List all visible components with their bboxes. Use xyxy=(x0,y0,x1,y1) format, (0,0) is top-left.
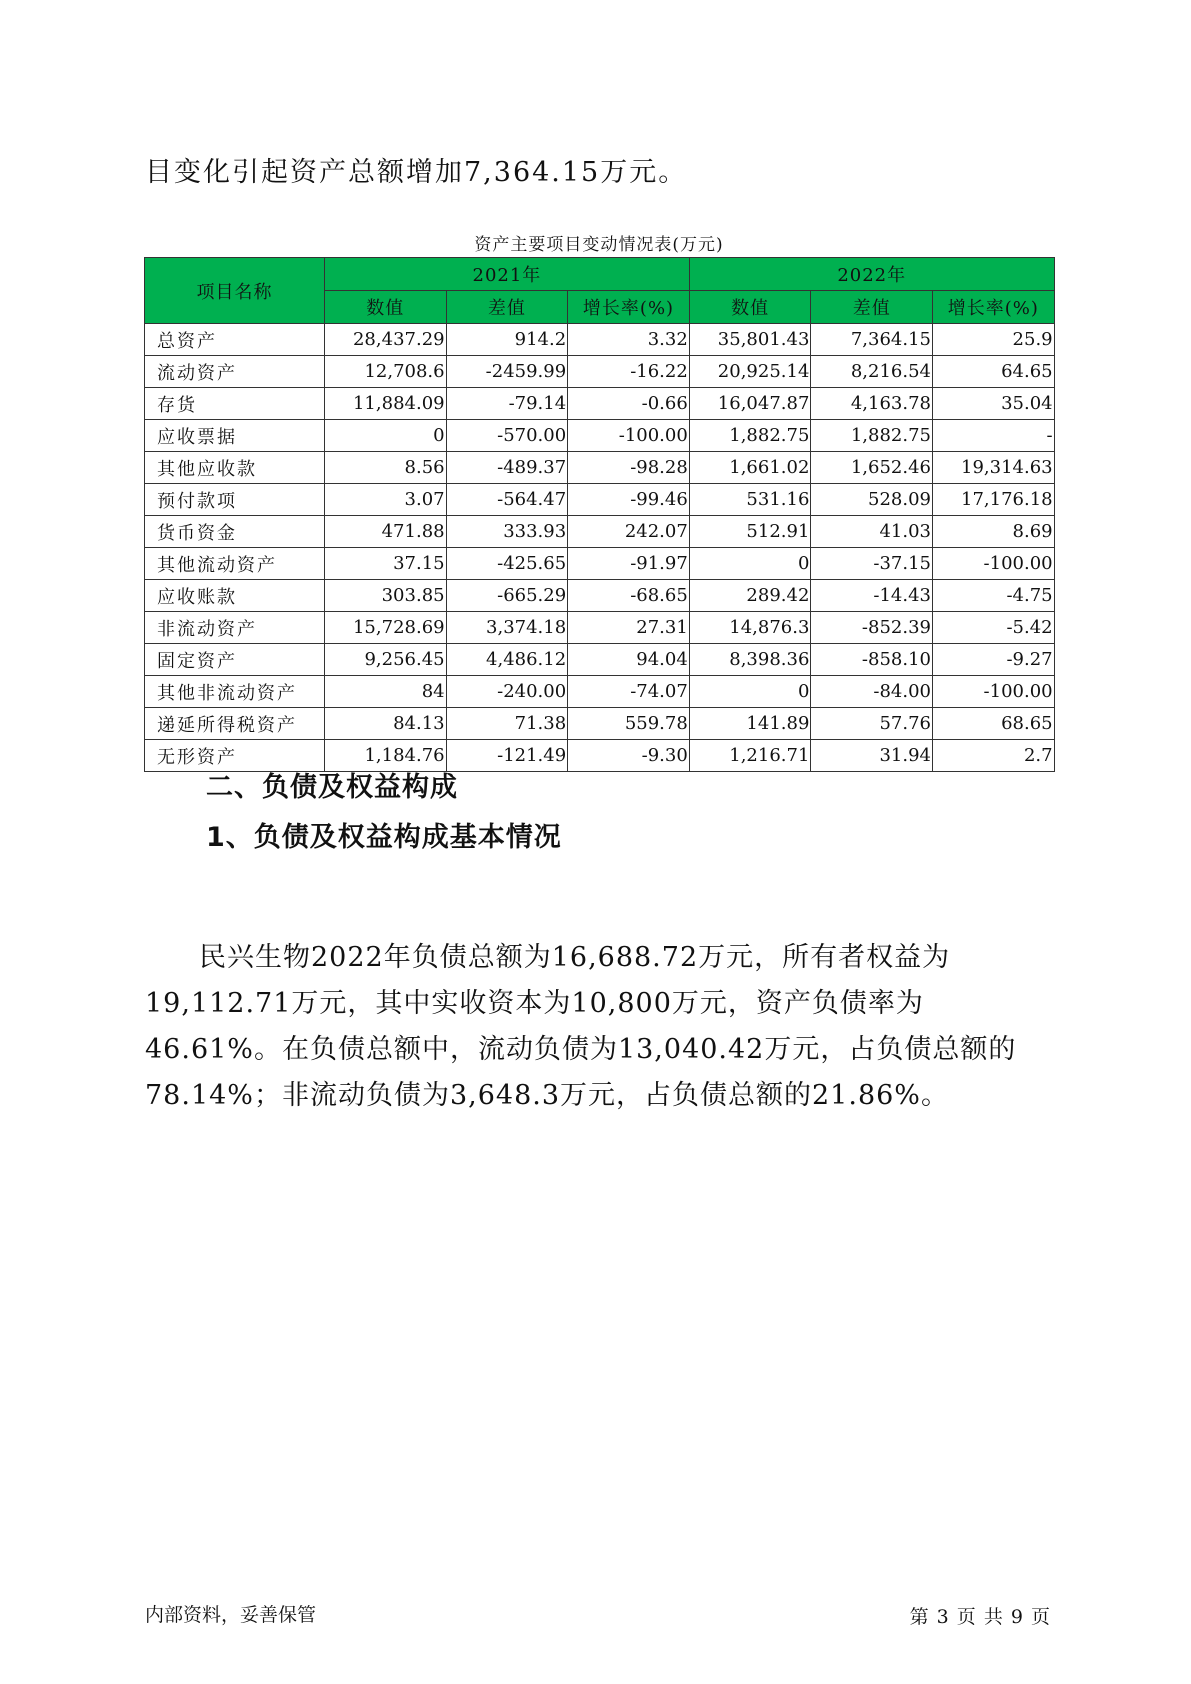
row-value-cell: -570.00 xyxy=(446,420,568,452)
row-value-cell: -121.49 xyxy=(446,740,568,772)
header-item-name: 项目名称 xyxy=(145,258,325,324)
row-value-cell: 8.56 xyxy=(325,452,447,484)
row-item-name: 存货 xyxy=(145,388,325,420)
row-value-cell: 528.09 xyxy=(811,484,933,516)
row-value-cell: -4.75 xyxy=(933,580,1055,612)
row-value-cell: 512.91 xyxy=(689,516,811,548)
row-value-cell: 1,882.75 xyxy=(689,420,811,452)
row-item-name: 其他非流动资产 xyxy=(145,676,325,708)
row-value-cell: 1,184.76 xyxy=(325,740,447,772)
row-value-cell: 31.94 xyxy=(811,740,933,772)
row-value-cell: 7,364.15 xyxy=(811,324,933,356)
body-paragraph xyxy=(145,935,1055,1119)
row-value-cell: -100.00 xyxy=(933,548,1055,580)
row-value-cell: 20,925.14 xyxy=(689,356,811,388)
row-value-cell: 289.42 xyxy=(689,580,811,612)
row-item-name: 其他流动资产 xyxy=(145,548,325,580)
row-value-cell: 0 xyxy=(689,548,811,580)
row-value-cell: 3,374.18 xyxy=(446,612,568,644)
row-value-cell: - xyxy=(933,420,1055,452)
header-year-2021: 2021年 xyxy=(325,258,690,291)
row-value-cell: -9.30 xyxy=(568,740,690,772)
table-row xyxy=(145,708,1055,740)
row-value-cell: -99.46 xyxy=(568,484,690,516)
row-item-name: 固定资产 xyxy=(145,644,325,676)
row-value-cell: 14,876.3 xyxy=(689,612,811,644)
table-row xyxy=(145,484,1055,516)
row-value-cell: 1,882.75 xyxy=(811,420,933,452)
row-value-cell: 84.13 xyxy=(325,708,447,740)
table-row xyxy=(145,580,1055,612)
header-growth-2021: 增长率(%) xyxy=(568,291,690,324)
table-row xyxy=(145,548,1055,580)
table-row xyxy=(145,452,1055,484)
table-row xyxy=(145,676,1055,708)
row-item-name: 非流动资产 xyxy=(145,612,325,644)
row-value-cell: 4,486.12 xyxy=(446,644,568,676)
row-value-cell: 1,652.46 xyxy=(811,452,933,484)
row-value-cell: 41.03 xyxy=(811,516,933,548)
subsection-heading: 1、负债及权益构成基本情况 xyxy=(206,822,562,853)
section-heading: 二、负债及权益构成 xyxy=(206,772,458,803)
row-value-cell: 12,708.6 xyxy=(325,356,447,388)
row-value-cell: 333.93 xyxy=(446,516,568,548)
row-value-cell: 37.15 xyxy=(325,548,447,580)
row-value-cell: 8.69 xyxy=(933,516,1055,548)
row-value-cell: 71.38 xyxy=(446,708,568,740)
row-value-cell: 25.9 xyxy=(933,324,1055,356)
header-value-2021: 数值 xyxy=(325,291,447,324)
row-value-cell: 0 xyxy=(325,420,447,452)
row-value-cell: -852.39 xyxy=(811,612,933,644)
row-value-cell: 242.07 xyxy=(568,516,690,548)
header-diff-2021: 差值 xyxy=(446,291,568,324)
row-value-cell: 471.88 xyxy=(325,516,447,548)
row-value-cell: -9.27 xyxy=(933,644,1055,676)
row-value-cell: 0 xyxy=(689,676,811,708)
row-value-cell: 17,176.18 xyxy=(933,484,1055,516)
paragraph-text: 民兴生物2022年负债总额为16,688.72万元，所有者权益为19,112.71万元，其中实收资本为10,800万元，资产负债率为46.61%。在负债总额中，流动负债为13,040.42万元，占负债总额的78.14%；非流动负债为3,648.3万元，占负债总额的21.86%。 xyxy=(145,942,1017,1111)
row-value-cell: 15,728.69 xyxy=(325,612,447,644)
footer-page-number: 第 3 页 共 9 页 xyxy=(909,1606,1051,1628)
table-row xyxy=(145,324,1055,356)
row-value-cell: -68.65 xyxy=(568,580,690,612)
row-item-name: 总资产 xyxy=(145,324,325,356)
row-value-cell: 19,314.63 xyxy=(933,452,1055,484)
row-value-cell: -665.29 xyxy=(446,580,568,612)
row-value-cell: -100.00 xyxy=(933,676,1055,708)
table-row xyxy=(145,644,1055,676)
table-row xyxy=(145,516,1055,548)
row-value-cell: -74.07 xyxy=(568,676,690,708)
row-value-cell: 3.07 xyxy=(325,484,447,516)
row-value-cell: 1,661.02 xyxy=(689,452,811,484)
table-caption: 资产主要项目变动情况表(万元) xyxy=(474,235,724,255)
row-value-cell: -98.28 xyxy=(568,452,690,484)
row-value-cell: 35,801.43 xyxy=(689,324,811,356)
row-value-cell: -858.10 xyxy=(811,644,933,676)
asset-change-table xyxy=(144,257,1055,772)
row-value-cell: -2459.99 xyxy=(446,356,568,388)
row-value-cell: -14.43 xyxy=(811,580,933,612)
row-value-cell: 94.04 xyxy=(568,644,690,676)
row-value-cell: 11,884.09 xyxy=(325,388,447,420)
row-item-name: 递延所得税资产 xyxy=(145,708,325,740)
row-value-cell: 914.2 xyxy=(446,324,568,356)
row-value-cell: 68.65 xyxy=(933,708,1055,740)
row-value-cell: 16,047.87 xyxy=(689,388,811,420)
row-value-cell: 28,437.29 xyxy=(325,324,447,356)
row-item-name: 其他应收款 xyxy=(145,452,325,484)
row-value-cell: -84.00 xyxy=(811,676,933,708)
row-item-name: 应收票据 xyxy=(145,420,325,452)
row-value-cell: -16.22 xyxy=(568,356,690,388)
row-value-cell: -0.66 xyxy=(568,388,690,420)
lead-text: 目变化引起资产总额增加7,364.15万元。 xyxy=(145,157,688,188)
header-diff-2022: 差值 xyxy=(811,291,933,324)
row-item-name: 流动资产 xyxy=(145,356,325,388)
row-value-cell: 8,398.36 xyxy=(689,644,811,676)
row-value-cell: -489.37 xyxy=(446,452,568,484)
row-value-cell: -37.15 xyxy=(811,548,933,580)
row-value-cell: 1,216.71 xyxy=(689,740,811,772)
table-row xyxy=(145,356,1055,388)
row-value-cell: -5.42 xyxy=(933,612,1055,644)
row-value-cell: 4,163.78 xyxy=(811,388,933,420)
row-value-cell: 57.76 xyxy=(811,708,933,740)
row-value-cell: 35.04 xyxy=(933,388,1055,420)
row-value-cell: -240.00 xyxy=(446,676,568,708)
row-value-cell: -425.65 xyxy=(446,548,568,580)
row-value-cell: 27.31 xyxy=(568,612,690,644)
row-value-cell: 64.65 xyxy=(933,356,1055,388)
row-value-cell: 3.32 xyxy=(568,324,690,356)
table-row xyxy=(145,420,1055,452)
row-item-name: 应收账款 xyxy=(145,580,325,612)
row-item-name: 无形资产 xyxy=(145,740,325,772)
row-value-cell: -79.14 xyxy=(446,388,568,420)
row-value-cell: -100.00 xyxy=(568,420,690,452)
row-value-cell: -564.47 xyxy=(446,484,568,516)
header-growth-2022: 增长率(%) xyxy=(933,291,1055,324)
table-body xyxy=(145,324,1055,772)
row-item-name: 货币资金 xyxy=(145,516,325,548)
row-value-cell: 8,216.54 xyxy=(811,356,933,388)
table-row xyxy=(145,612,1055,644)
row-value-cell: 559.78 xyxy=(568,708,690,740)
table-row xyxy=(145,388,1055,420)
row-value-cell: -91.97 xyxy=(568,548,690,580)
row-value-cell: 531.16 xyxy=(689,484,811,516)
header-value-2022: 数值 xyxy=(689,291,811,324)
row-value-cell: 9,256.45 xyxy=(325,644,447,676)
row-value-cell: 141.89 xyxy=(689,708,811,740)
header-year-2022: 2022年 xyxy=(689,258,1054,291)
row-value-cell: 84 xyxy=(325,676,447,708)
row-value-cell: 303.85 xyxy=(325,580,447,612)
footer-confidential-note: 内部资料，妥善保管 xyxy=(145,1604,317,1626)
row-item-name: 预付款项 xyxy=(145,484,325,516)
row-value-cell: 2.7 xyxy=(933,740,1055,772)
